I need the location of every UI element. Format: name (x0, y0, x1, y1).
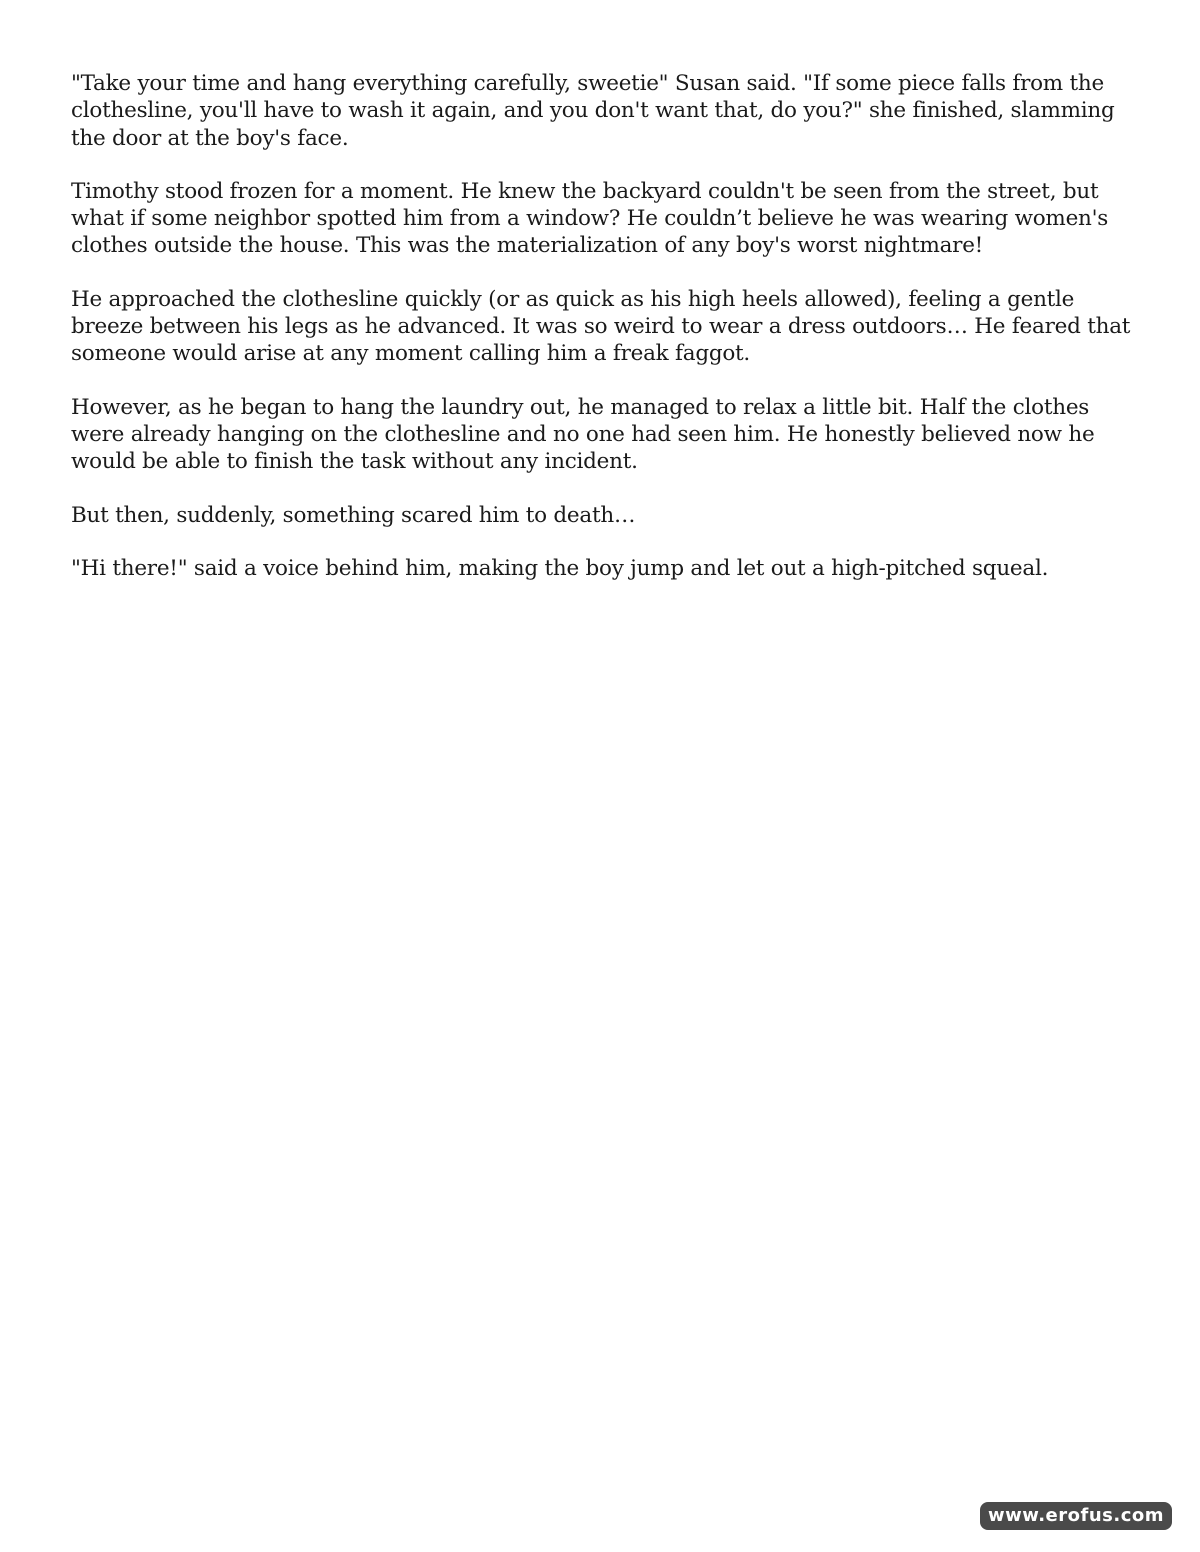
paragraph-5: But then, suddenly, something scared him to death… (71, 502, 636, 528)
paragraph-4: However, as he began to hang the laundry out, he managed to relax a little bit. Half the clothes were already hanging on the clothesline and no one had seen him. He honestly believed now he would be able to finish the task without any incident. (71, 394, 1095, 475)
watermark-badge: www.erofus.com (980, 1502, 1172, 1530)
paragraph-3: He approached the clothesline quickly (or as quick as his high heels allowed), feeling a gentle breeze between his legs as he advanced. It was so weird to wear a dress outdoors… He feared that someone would arise at any moment calling him a freak faggot. (71, 286, 1131, 367)
paragraph-6: "Hi there!" said a voice behind him, making the boy jump and let out a high-pitched squeal. (71, 555, 1049, 581)
paragraph-1: "Take your time and hang everything carefully, sweetie" Susan said. "If some piece falls from the clothesline, you'll have to wash it again, and you don't want that, do you?" she finished, slamming the door at the boy's face. (71, 71, 1115, 151)
story-text (71, 70, 1131, 608)
paragraph-2: Timothy stood frozen for a moment. He knew the backyard couldn't be seen from the street, but what if some neighbor spotted him from a window? He couldn’t believe he was wearing women's clothes outside the house. This was the materialization of any boy's worst nightmare! (71, 178, 1109, 259)
